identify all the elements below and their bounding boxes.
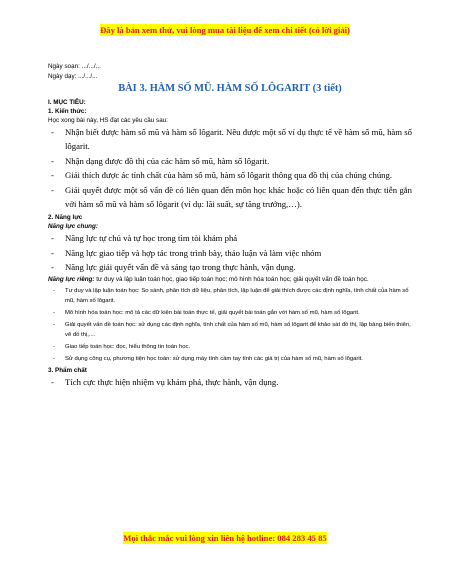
competence-heading: 2. Năng lực xyxy=(48,214,83,222)
specific-competence-item: - Mô hình hóa toán học: mô tả các dữ kiện bài toán thực tế, giải quyết bài toán gắn với hàm số mũ, hàm số lôgarit. xyxy=(48,308,412,318)
knowledge-heading: 1. Kiến thức: xyxy=(48,108,87,115)
specific-competence-item: - Giải quyết vấn đề toán học: sử dụng các định nghĩa, tính chất của hàm số mũ, hàm số lôgarit để khảo sát đồ thị, lập bảng biến thiên, vẽ đồ thị,.... xyxy=(48,320,412,341)
specific-competence-item: - Tư duy và lập luận toán học: So sánh, phân tích dữ liệu, phân tích, lập luận để giải thích được các định nghĩa, tính chất của hàm số mũ, hàm số lôgarit. xyxy=(48,286,412,307)
general-competence-item: - Năng lực giải quyết vấn đề và sáng tạo trong thực hành, vận dụng. xyxy=(48,260,412,274)
specific-competence-item: - Sử dụng công cụ, phương tiện học toán: sử dụng máy tính cầm tay tính các giá trị của hàm số mũ, hàm số lôgarit. xyxy=(48,354,412,364)
knowledge-item: - Nhận biết được hàm số mũ và hàm số lôgarit. Nêu được một số ví dụ thực tế về hàm số mũ, hàm số lôgarit. xyxy=(48,125,412,154)
knowledge-intro: Học xong bài này, HS đạt các yêu cầu sau: xyxy=(48,117,168,124)
preview-notice-banner xyxy=(0,25,450,35)
specific-competence-item: - Giao tiếp toán học: đọc, hiểu thông tin toán học. xyxy=(48,342,412,352)
specific-competence-text: tư duy và lập luận toán học, giao tiếp toán học; mô hình hóa toán học; giải quyết vấn đề toán học. xyxy=(94,275,369,283)
knowledge-item: - Nhận dạng được đồ thị của các hàm số mũ, hàm số lôgarit. xyxy=(48,154,412,168)
knowledge-item: - Giải quyết được một số vấn đề có liên quan đến môn học khác hoặc có liên quan đến thực tiễn gắn với hàm số mũ và hàm số lôgarit (ví dụ: lãi suất, sự tăng trưởng,…). xyxy=(48,183,412,212)
knowledge-item: - Giải thích được ác tính chất của hàm số mũ, hàm số lôgarit thông qua đồ thị của chúng chúng. xyxy=(48,168,412,182)
general-competence-item: - Năng lực tự chủ và tự học trong tìm tòi khám phá xyxy=(48,231,412,245)
section-objectives-heading: I. MỤC TIÊU: xyxy=(48,99,86,106)
general-competence-heading: Năng lực chung: xyxy=(48,223,98,231)
preview-notice-text: Đây là bản xem thử, vui lòng mua tài liệu để xem chi tiết (có lời giải) xyxy=(100,25,350,35)
qualities-item: - Tích cực thực hiện nhiệm vụ khám phá, thực hành, vận dụng. xyxy=(48,375,412,389)
lesson-title: BÀI 3. HÀM SỐ MŨ. HÀM SỐ LÔGARIT (3 tiết) xyxy=(118,83,342,94)
qualities-list xyxy=(48,375,412,389)
document-body xyxy=(48,62,412,390)
date-taught: Ngày dạy: .../.../... xyxy=(48,72,98,80)
general-competence-list xyxy=(48,231,412,274)
date-prepared: Ngày soạn: .../.../... xyxy=(48,63,101,70)
specific-competence-label: Năng lực riêng: xyxy=(48,275,95,283)
qualities-heading: 3. Phẩm chất xyxy=(48,367,87,375)
specific-competence-paragraph xyxy=(48,275,412,284)
hotline-banner xyxy=(0,533,450,543)
specific-competence-list xyxy=(48,286,412,365)
hotline-text: Mọi thắc mắc vui lòng xin liên hệ hotline: 084 283 45 85 xyxy=(123,533,327,543)
general-competence-item: - Năng lực giao tiếp và hợp tác trong trình bày, thảo luận và làm việc nhóm xyxy=(48,246,412,260)
knowledge-list xyxy=(48,125,412,211)
